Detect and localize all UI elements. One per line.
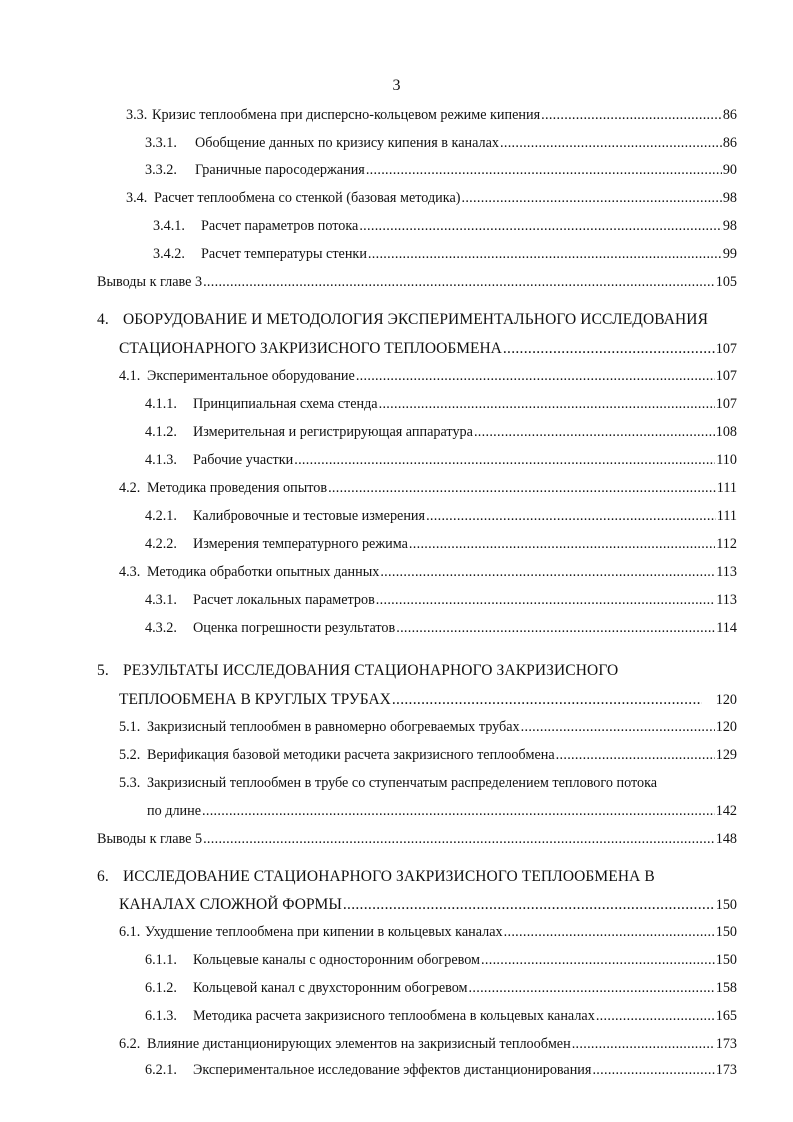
toc-leader-dots xyxy=(376,592,715,609)
toc-entry-title: Кольцевые каналы с односторонним обогревом xyxy=(193,952,481,968)
toc-entry-4-2-1[interactable] xyxy=(145,508,737,530)
toc-entry-3-4-2[interactable] xyxy=(153,246,737,268)
toc-entry-page: 142 xyxy=(715,803,737,819)
toc-entry-number: 5.2. xyxy=(119,747,141,763)
toc-leader-dots xyxy=(541,107,722,124)
toc-entry-number: 4.3.1. xyxy=(145,592,177,608)
toc-leader-dots xyxy=(396,620,715,637)
toc-chapter-number: 5. xyxy=(97,662,109,679)
toc-leader-dots xyxy=(500,135,722,152)
toc-entry-title: Измерения температурного режима xyxy=(193,536,408,552)
toc-entry-number: 3.4. xyxy=(126,190,148,206)
toc-entry-title: Экспериментальное оборудование xyxy=(147,368,355,384)
toc-leader-dots xyxy=(481,952,715,969)
toc-entry-conclusions-5[interactable] xyxy=(97,831,737,853)
toc-entry-title: Верификация базовой методики расчета закризисного теплообмена xyxy=(147,747,555,763)
toc-entry-page: 112 xyxy=(716,536,737,552)
toc-leader-dots xyxy=(556,747,715,764)
toc-entry-title-cont: по длине xyxy=(147,803,202,819)
toc-leader-dots xyxy=(572,1036,715,1053)
toc-entry-4-2-2[interactable] xyxy=(145,536,737,558)
toc-entry-title: Расчет локальных параметров xyxy=(193,592,375,608)
toc-entry-number: 5.1. xyxy=(119,719,141,735)
toc-entry-title: Принципиальная схема стенда xyxy=(193,396,378,412)
toc-entry-title: Расчет температуры стенки xyxy=(201,246,367,262)
toc-entry-number: 5.3. xyxy=(119,775,141,791)
toc-entry-title: Влияние дистанционирующих элементов на закризисный теплообмен xyxy=(147,1036,571,1052)
toc-entry-page: 86 xyxy=(722,135,737,151)
toc-chapter-title-cont: СТАЦИОНАРНОГО ЗАКРИЗИСНОГО ТЕПЛООБМЕНА xyxy=(119,340,502,357)
toc-leader-dots xyxy=(380,564,715,581)
toc-entry-6-1[interactable] xyxy=(119,924,737,946)
toc-entry-page: 129 xyxy=(715,747,737,763)
toc-entry-number: 4.1.2. xyxy=(145,424,177,440)
toc-entry-4-3-2[interactable] xyxy=(145,620,737,642)
toc-entry-number: 6.1.1. xyxy=(145,952,177,968)
toc-entry-number: 4.2.1. xyxy=(145,508,177,524)
toc-entry-6-1-1[interactable] xyxy=(145,952,737,974)
toc-entry-page: 150 xyxy=(715,897,737,913)
toc-entry-page: 98 xyxy=(722,218,737,234)
toc-chapter-5-heading-cont[interactable] xyxy=(119,691,737,713)
toc-entry-number: 3.4.2. xyxy=(153,246,185,262)
toc-entry-6-2-1[interactable] xyxy=(145,1062,737,1084)
toc-entry-page: 158 xyxy=(715,980,737,996)
toc-entry-4-1-3[interactable] xyxy=(145,452,737,474)
toc-entry-page: 108 xyxy=(715,424,737,440)
toc-leader-dots xyxy=(469,980,715,997)
toc-entry-page: 113 xyxy=(716,564,737,580)
toc-chapter-6-heading-cont[interactable] xyxy=(119,896,737,918)
toc-entry-title: Расчет параметров потока xyxy=(201,218,359,234)
toc-entry-4-2[interactable] xyxy=(119,480,737,502)
toc-entry-conclusions-3[interactable] xyxy=(97,274,737,296)
toc-leader-dots xyxy=(504,924,715,941)
toc-entry-4-1-2[interactable] xyxy=(145,424,737,446)
toc-chapter-4-heading-cont[interactable] xyxy=(119,340,737,362)
toc-entry-number: 3.4.1. xyxy=(153,218,185,234)
toc-entry-3-3-2[interactable] xyxy=(145,162,737,184)
toc-entry-title: Закризисный теплообмен в равномерно обогреваемых трубах xyxy=(147,719,520,735)
toc-leader-dots xyxy=(426,508,716,525)
toc-entry-number: 4.2. xyxy=(119,480,141,496)
toc-chapter-title-cont: КАНАЛАХ СЛОЖНОЙ ФОРМЫ xyxy=(119,896,342,913)
toc-leader-dots xyxy=(359,218,721,235)
toc-entry-number: 4.1. xyxy=(119,368,141,384)
toc-leader-dots xyxy=(503,340,715,358)
toc-entry-5-3[interactable] xyxy=(119,775,737,797)
toc-leader-dots xyxy=(328,480,716,497)
toc-entry-number: 6.1. xyxy=(119,924,141,940)
toc-entry-3-4-1[interactable] xyxy=(153,218,737,240)
toc-entry-title: Методика обработки опытных данных xyxy=(147,564,380,580)
toc-entry-title: Ухудшение теплообмена при кипении в кольцевых каналах xyxy=(145,924,503,940)
toc-entry-number: 3.3.1. xyxy=(145,135,177,151)
toc-entry-page: 173 xyxy=(715,1036,737,1052)
toc-entry-title: Калибровочные и тестовые измерения xyxy=(193,508,426,524)
toc-entry-title: Обобщение данных по кризису кипения в каналах xyxy=(195,135,499,151)
toc-chapter-4-heading[interactable] xyxy=(97,311,708,329)
toc-leader-dots xyxy=(461,190,721,207)
toc-entry-5-2[interactable] xyxy=(119,747,737,769)
toc-entry-title: Кризис теплообмена при дисперсно-кольцевом режиме кипения xyxy=(152,107,541,123)
toc-leader-dots xyxy=(592,1062,714,1079)
toc-leader-dots xyxy=(409,536,715,553)
toc-entry-page: 90 xyxy=(722,162,737,178)
toc-leader-dots xyxy=(474,424,715,441)
toc-entry-6-1-2[interactable] xyxy=(145,980,737,1002)
toc-leader-dots xyxy=(368,246,722,263)
toc-leader-dots xyxy=(356,368,715,385)
toc-chapter-5-heading[interactable] xyxy=(97,662,618,680)
toc-entry-page: 110 xyxy=(716,452,737,468)
toc-entry-title: Методика проведения опытов xyxy=(147,480,328,496)
toc-entry-page: 105 xyxy=(715,274,737,290)
toc-entry-title: Выводы к главе 3 xyxy=(97,274,203,290)
toc-entry-5-1[interactable] xyxy=(119,719,737,741)
toc-chapter-number: 6. xyxy=(97,868,109,885)
toc-entry-number: 4.1.1. xyxy=(145,396,177,412)
toc-entry-4-3[interactable] xyxy=(119,564,737,586)
toc-entry-page: 111 xyxy=(716,480,737,496)
toc-chapter-title-cont: ТЕПЛООБМЕНА В КРУГЛЫХ ТРУБАХ xyxy=(119,691,391,708)
toc-entry-page: 120 xyxy=(715,719,737,735)
toc-entry-title: Рабочие участки xyxy=(193,452,294,468)
toc-leader-dots xyxy=(521,719,715,736)
toc-entry-number: 4.1.3. xyxy=(145,452,177,468)
toc-entry-title: Методика расчета закризисного теплообмена в кольцевых каналах xyxy=(193,1008,595,1024)
toc-entry-number: 6.1.3. xyxy=(145,1008,177,1024)
toc-entry-title: Выводы к главе 5 xyxy=(97,831,203,847)
toc-leader-dots xyxy=(203,274,715,291)
toc-entry-page: 107 xyxy=(715,368,737,384)
toc-leader-dots xyxy=(294,452,715,469)
toc-leader-dots xyxy=(379,396,715,413)
toc-leader-dots xyxy=(202,803,715,820)
toc-entry-page: 111 xyxy=(716,508,737,524)
toc-entry-title: Граничные паросодержания xyxy=(195,162,365,178)
toc-entry-page: 120 xyxy=(715,692,737,708)
toc-entry-3-4[interactable] xyxy=(126,190,737,212)
toc-entry-page: 150 xyxy=(715,924,737,940)
toc-entry-number: 4.3.2. xyxy=(145,620,177,636)
toc-entry-6-2[interactable] xyxy=(119,1036,737,1058)
toc-entry-number: 6.2.1. xyxy=(145,1062,177,1078)
toc-leader-dots xyxy=(343,896,715,914)
toc-chapter-title: ОБОРУДОВАНИЕ И МЕТОДОЛОГИЯ ЭКСПЕРИМЕНТАЛЬНОГО ИССЛЕДОВАНИЯ xyxy=(122,311,709,328)
toc-entry-6-1-3[interactable] xyxy=(145,1008,737,1030)
page-number: 3 xyxy=(392,77,401,94)
toc-entry-number: 3.3.2. xyxy=(145,162,177,178)
toc-entry-page: 150 xyxy=(715,952,737,968)
toc-entry-3-3-1[interactable] xyxy=(145,135,737,157)
toc-entry-page: 114 xyxy=(716,620,737,636)
toc-entry-page: 107 xyxy=(715,341,737,357)
toc-entry-page: 173 xyxy=(715,1062,737,1078)
toc-entry-number: 3.3. xyxy=(126,107,148,123)
toc-entry-page: 107 xyxy=(715,396,737,412)
toc-entry-title: Измерительная и регистрирующая аппаратура xyxy=(193,424,473,440)
toc-entry-page: 99 xyxy=(722,246,737,262)
toc-entry-4-1-1[interactable] xyxy=(145,396,737,418)
toc-entry-page: 113 xyxy=(716,592,737,608)
toc-entry-title: Закризисный теплообмен в трубе со ступенчатым распределением теплового потока xyxy=(147,775,658,791)
toc-entry-title: Экспериментальное исследование эффектов дистанционирования xyxy=(193,1062,592,1078)
toc-entry-page: 165 xyxy=(715,1008,737,1024)
toc-leader-dots xyxy=(366,162,722,179)
toc-entry-4-3-1[interactable] xyxy=(145,592,737,614)
toc-entry-title: Расчет теплообмена со стенкой (базовая методика) xyxy=(154,190,461,206)
toc-chapter-number: 4. xyxy=(97,311,109,328)
toc-entry-page: 148 xyxy=(715,831,737,847)
toc-entry-4-1[interactable] xyxy=(119,368,737,390)
toc-entry-number: 6.1.2. xyxy=(145,980,177,996)
toc-entry-number: 4.3. xyxy=(119,564,141,580)
toc-entry-page: 98 xyxy=(722,190,737,206)
toc-entry-title: Кольцевой канал с двухсторонним обогревом xyxy=(193,980,468,996)
toc-chapter-title: ИССЛЕДОВАНИЕ СТАЦИОНАРНОГО ЗАКРИЗИСНОГО ТЕПЛООБМЕНА В xyxy=(122,868,655,885)
toc-leader-dots xyxy=(596,1008,715,1025)
toc-entry-number: 6.2. xyxy=(119,1036,141,1052)
toc-entry-title: Оценка погрешности результатов xyxy=(193,620,396,636)
toc-entry-number: 4.2.2. xyxy=(145,536,177,552)
toc-entry-5-3-cont[interactable] xyxy=(147,803,737,825)
toc-chapter-6-heading[interactable] xyxy=(97,868,655,886)
toc-leader-dots xyxy=(392,691,702,709)
toc-entry-page: 86 xyxy=(722,107,737,123)
toc-entry-3-3[interactable] xyxy=(126,107,737,129)
toc-leader-dots xyxy=(203,831,715,848)
toc-chapter-title: РЕЗУЛЬТАТЫ ИССЛЕДОВАНИЯ СТАЦИОНАРНОГО ЗАКРИЗИСНОГО xyxy=(122,662,619,679)
